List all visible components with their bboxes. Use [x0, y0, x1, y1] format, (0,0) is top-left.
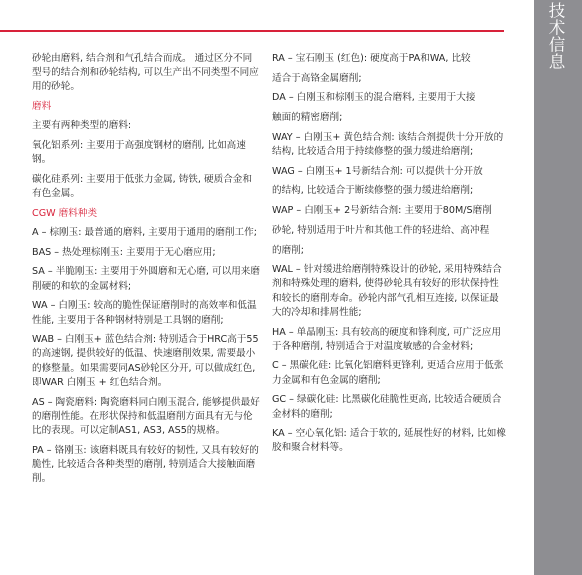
body-paragraph: 的结构, 比较适合于断续修整的强力缓进给磨削; [272, 185, 474, 197]
body-paragraph: PA – 铬刚玉: 该磨料既具有较好的韧性, 又具有较好的脆性, 比较适合各种类型的磨削, 特别适合大接触面磨削。 [32, 444, 259, 485]
section-heading: 磨料 [32, 101, 52, 113]
sidebar-title: 技术信息 [546, 2, 565, 70]
sidebar-band [534, 0, 582, 575]
body-paragraph: A – 棕刚玉: 最普通的磨料, 主要用于通用的磨削工作; [32, 227, 257, 239]
body-paragraph: WAG – 白刚玉+ 1号新结合剂: 可以提供十分开放 [272, 165, 483, 177]
body-paragraph: AS – 陶瓷磨料: 陶瓷磨料同白刚玉混合, 能够提供最好的磨削性能。在形状保持和低温磨削方面具有无与伦比的表现。可以定制AS1, AS3, AS5的规格。 [32, 396, 260, 436]
body-paragraph: 碳化硅系列: 主要用于低张力金属, 铸铁, 硬质合金和有色金属。 [32, 173, 252, 200]
body-paragraph: HA – 单晶刚玉: 具有较高的硬度和锋利度, 可广泛应用于各种磨削, 特别适合于对温度敏感的合金材料; [272, 326, 501, 352]
body-paragraph: WAL – 针对缓进给磨削特殊设计的砂轮, 采用特殊结合剂和特殊处理的磨料, 使得砂轮具有较好的形状保持性和较长的磨削寿命。砂轮内部气孔相互连接, 以保证最大的冷却和排屑性能; [272, 264, 502, 318]
body-paragraph: 触面的精密磨削; [272, 112, 343, 124]
body-paragraph: WAY – 白刚玉+ 黄色结合剂: 该结合剂提供十分开放的结构, 比较适合用于持续修整的强力缓进给磨削; [272, 131, 504, 158]
body-paragraph: C – 黑碳化硅: 比氧化铝磨料更锋利, 更适合应用于低张力金属和有色金属的磨削; [272, 360, 504, 386]
body-paragraph: 氧化铝系列: 主要用于高强度钢材的磨削, 比如高速钢。 [32, 140, 246, 166]
body-paragraph: 的磨削; [272, 244, 305, 256]
body-paragraph: WA – 白刚玉: 较高的脆性保证磨削时的高效率和低温性能, 主要用于各种钢材特别是工具钢的磨削; [32, 300, 257, 326]
body-paragraph: SA – 半脆刚玉: 主要用于外圆磨和无心磨, 可以用来磨削硬的和软的金属材料; [32, 266, 260, 292]
body-paragraph: DA – 白刚玉和棕刚玉的混合磨料, 主要用于大接 [272, 92, 476, 104]
header-divider-line [0, 30, 504, 32]
right-text-column [272, 52, 508, 461]
body-paragraph: 主要有两种类型的磨料: [32, 120, 132, 132]
body-paragraph: WAP – 白刚玉+ 2号新结合剂: 主要用于80M/S磨削 [272, 205, 492, 217]
body-paragraph: 砂轮由磨料, 结合剂和气孔结合而成。 通过区分不同型号的结合剂和砂轮结构, 可以生产出不同类型不同应用的砂轮。 [32, 53, 259, 93]
left-text-column [32, 52, 260, 492]
body-paragraph: 适合于高铬金属磨削; [272, 72, 362, 84]
body-paragraph: GC – 绿碳化硅: 比黑碳化硅脆性更高, 比较适合硬质合金材料的磨削; [272, 394, 502, 420]
body-paragraph: BAS – 热处理棕刚玉: 主要用于无心磨应用; [32, 246, 216, 258]
body-paragraph: WAB – 白刚玉+ 蓝色结合剂: 特别适合于HRC高于55的高速钢, 提供较好的低温、快速磨削效果, 需要最小的修整量。如果需要同AS砂轮区分开, 可以做成红色, 即WAR 白刚玉 + 红色结合剂。 [32, 334, 259, 388]
section-heading: CGW 磨料种类 [32, 207, 98, 219]
body-paragraph: KA – 空心氧化铝: 适合于软的, 延展性好的材料, 比如橡胶和聚合材料等。 [272, 428, 506, 454]
body-paragraph: 砂轮, 特别适用于叶片和其他工件的轻进给、高冲程 [272, 224, 490, 236]
body-paragraph: RA – 宝石刚玉 (红色): 硬度高于PA和WA, 比较 [272, 53, 471, 64]
